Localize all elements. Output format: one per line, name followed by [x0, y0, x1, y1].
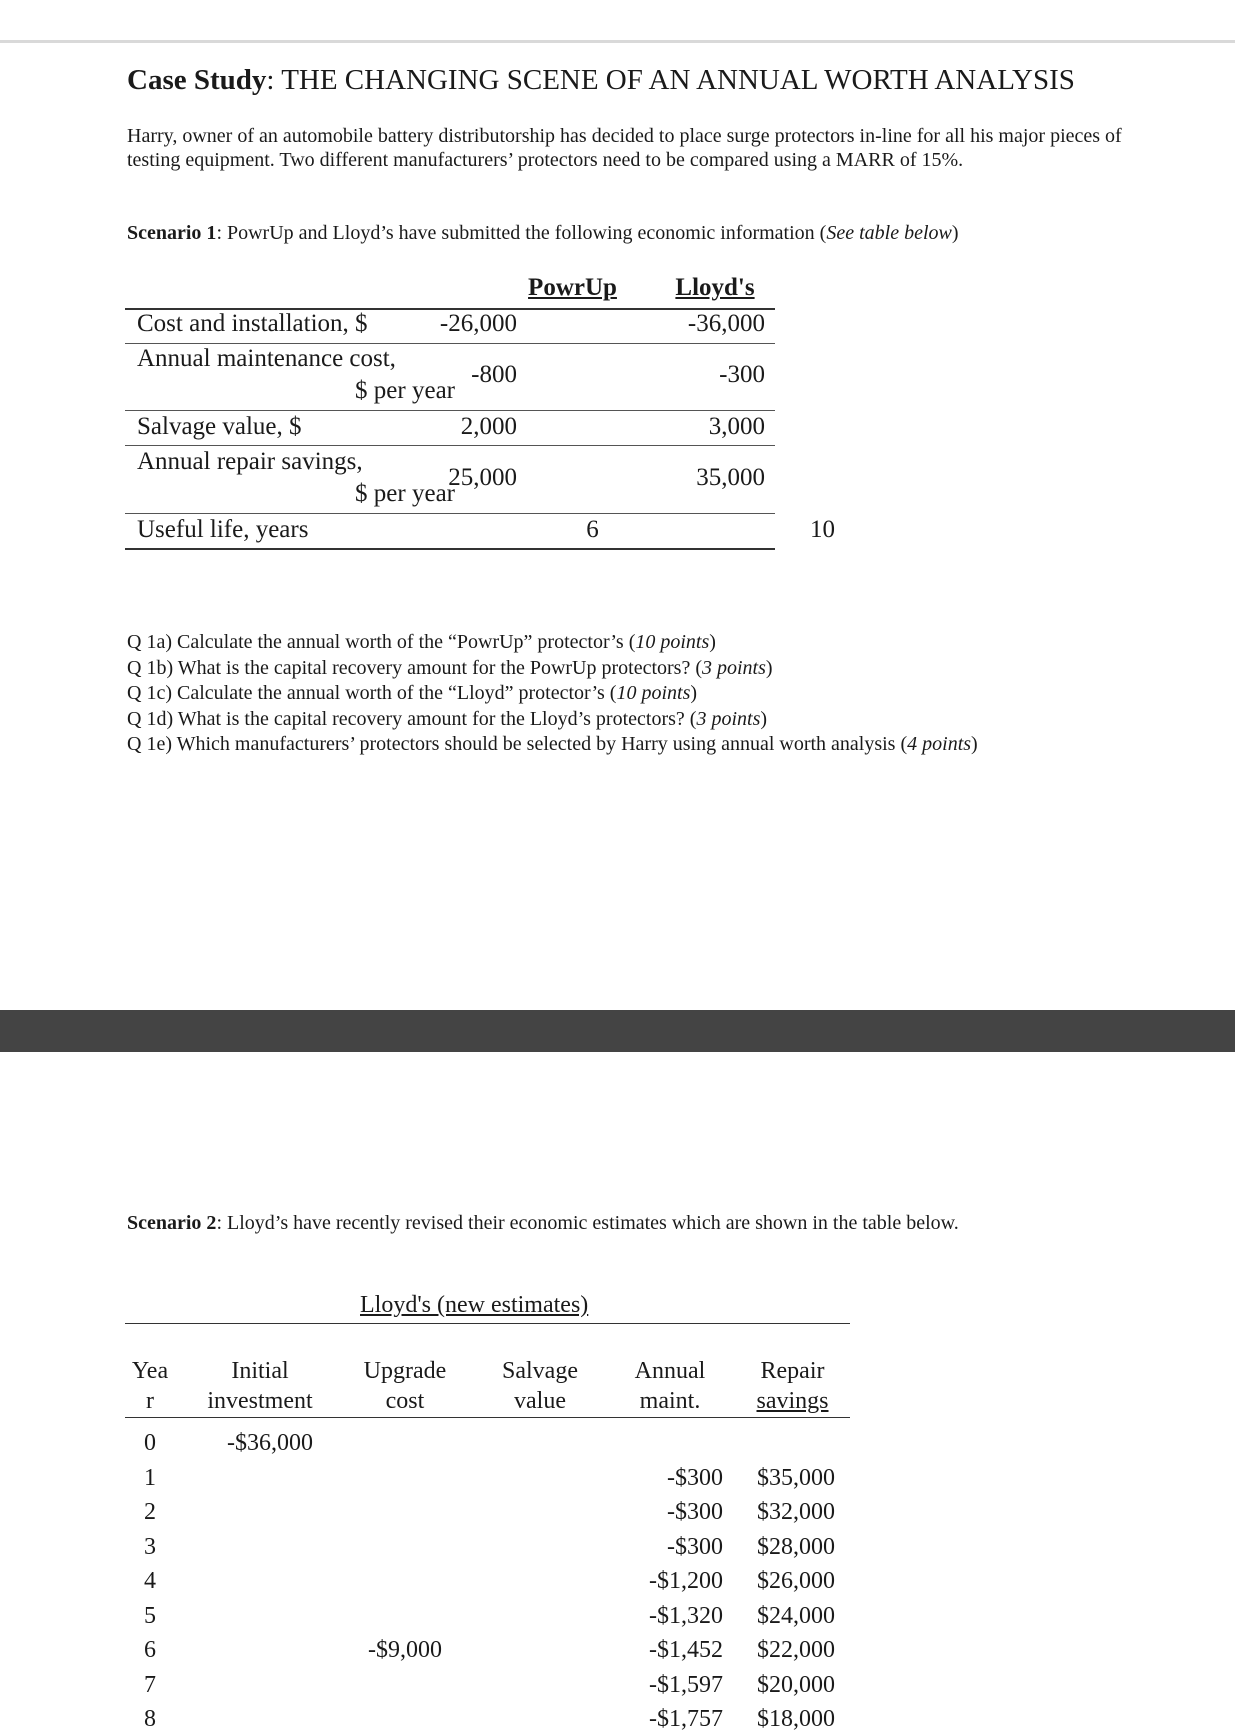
year-cell: 8 [144, 1706, 156, 1732]
header-initial-line1: Initial [231, 1358, 289, 1384]
repair-savings-cell: $35,000 [757, 1465, 835, 1491]
scenario-2-label: Scenario 2 [127, 1212, 217, 1234]
header-initial-line2: investment [207, 1388, 313, 1414]
powrup-value: 6 [586, 516, 599, 543]
lloyds-value: 10 [810, 516, 835, 543]
header-upgrade-line1: Upgrade [363, 1358, 447, 1384]
question-1d [127, 707, 978, 733]
lloyds-value: -36,000 [687, 310, 765, 337]
annual-maint-cell: -$1,200 [649, 1568, 723, 1594]
repair-savings-cell: $18,000 [757, 1706, 835, 1732]
question-1a [127, 630, 978, 656]
header-upgrade-line2: cost [385, 1388, 425, 1414]
repair-savings-cell: $32,000 [757, 1499, 835, 1525]
question-close: ) [971, 733, 978, 755]
lloyds-value: 35,000 [696, 464, 765, 491]
row-sublabel: $ per year [355, 377, 455, 404]
header-powrup: PowrUp [528, 274, 617, 301]
lloyds-value: -300 [719, 361, 765, 388]
row-label: Cost and installation, $ [137, 310, 368, 337]
question-text: Q 1c) Calculate the annual worth of the “Lloyd” protector’s ( [127, 682, 617, 704]
question-points: 10 points [635, 631, 710, 653]
scenario-1-close: ) [951, 222, 959, 244]
annual-maint-cell: -$1,757 [649, 1706, 723, 1732]
question-close: ) [760, 707, 768, 730]
question-points: 3 points [702, 656, 766, 679]
question-1b [127, 656, 978, 682]
annual-maint-cell: -$1,452 [649, 1637, 723, 1663]
initial-investment-cell: -$36,000 [227, 1430, 313, 1456]
question-close: ) [709, 631, 716, 653]
table-rule [125, 1323, 850, 1324]
year-cell: 4 [144, 1568, 156, 1594]
repair-savings-cell: $26,000 [757, 1568, 835, 1594]
title-label: Case Study [127, 64, 267, 96]
annual-maint-cell: -$1,320 [649, 1603, 723, 1629]
table-rule [125, 410, 775, 411]
year-cell: 5 [144, 1603, 156, 1629]
powrup-value: -26,000 [439, 310, 517, 337]
lloyds-value: 3,000 [708, 413, 765, 440]
header-maint-line1: Annual [634, 1358, 706, 1384]
top-divider [0, 40, 1235, 43]
year-cell: 1 [144, 1465, 156, 1491]
question-text: Q 1b) What is the capital recovery amount for the PowrUp protectors? ( [127, 656, 702, 679]
upgrade-cost-cell: -$9,000 [368, 1637, 442, 1663]
year-cell: 7 [144, 1672, 156, 1698]
annual-maint-cell: -$300 [667, 1465, 723, 1491]
annual-maint-cell: -$1,597 [649, 1672, 723, 1698]
question-close: ) [765, 656, 773, 679]
year-cell: 6 [144, 1637, 156, 1663]
header-year-line1: Yea [131, 1358, 169, 1384]
scenario-1-table [125, 274, 835, 555]
question-close: ) [690, 682, 698, 704]
scenario-1-label: Scenario 1 [127, 222, 217, 244]
annual-maint-cell: -$300 [667, 1499, 723, 1525]
powrup-value: 25,000 [448, 464, 517, 491]
repair-savings-cell: $20,000 [757, 1672, 835, 1698]
table-rule [125, 1417, 850, 1418]
year-cell: 2 [144, 1499, 156, 1525]
row-label: Annual repair savings, [137, 448, 363, 475]
question-text: Q 1a) Calculate the annual worth of the “PowrUp” protector’s ( [127, 631, 636, 653]
header-salvage-line1: Salvage [502, 1358, 578, 1384]
question-points: 10 points [616, 682, 691, 704]
repair-savings-cell: $22,000 [757, 1637, 835, 1663]
scenario-1-text: : PowrUp and Lloyd’s have submitted the following economic information ( [216, 222, 827, 244]
scenario-1-heading [127, 222, 959, 245]
scenario-1-italic: See table below [826, 222, 952, 244]
repair-savings-cell: $24,000 [757, 1603, 835, 1629]
question-text: Q 1e) Which manufacturers’ protectors should be selected by Harry using annual worth analysis ( [127, 733, 908, 755]
table-2-title: Lloyd's (new estimates) [360, 1292, 589, 1318]
scenario-2-table [125, 1290, 850, 1732]
intro-paragraph: Harry, owner of an automobile battery distributorship has decided to place surge protectors in-line for all his major pieces of testing equipment. Two different manufacturers’ protectors need to be compared using a MARR of 15%. [127, 125, 1122, 171]
header-year-line2: r [146, 1388, 154, 1414]
page-title [127, 64, 1075, 97]
question-1e [127, 732, 978, 758]
page-separator-band [0, 1010, 1235, 1052]
header-maint-line2: maint. [639, 1388, 701, 1414]
repair-savings-cell: $28,000 [757, 1534, 835, 1560]
question-1c [127, 681, 978, 707]
year-cell: 0 [144, 1430, 156, 1456]
header-lloyds: Lloyd's [675, 274, 755, 301]
scenario-2-heading [127, 1212, 959, 1235]
table-rule [125, 445, 775, 446]
row-sublabel: $ per year [355, 480, 455, 507]
row-label: Salvage value, $ [137, 413, 302, 440]
row-label: Annual maintenance cost, [137, 345, 396, 372]
title-text: : THE CHANGING SCENE OF AN ANNUAL WORTH ANALYSIS [266, 64, 1075, 96]
year-cell: 3 [144, 1534, 156, 1560]
table-rule [125, 548, 775, 550]
scenario-2-text: : Lloyd’s have recently revised their economic estimates which are shown in the table below. [216, 1212, 959, 1234]
question-list [127, 630, 978, 758]
question-text: Q 1d) What is the capital recovery amount for the Lloyd’s protectors? ( [127, 707, 697, 730]
powrup-value: 2,000 [460, 413, 517, 440]
header-repair-line2: savings [756, 1388, 829, 1414]
powrup-value: -800 [471, 361, 517, 388]
question-points: 3 points [696, 707, 761, 730]
header-repair-line1: Repair [760, 1358, 825, 1384]
question-points: 4 points [907, 733, 972, 755]
table-rule [125, 513, 775, 514]
annual-maint-cell: -$300 [667, 1534, 723, 1560]
header-salvage-line2: value [514, 1388, 566, 1414]
row-label: Useful life, years [137, 516, 309, 543]
